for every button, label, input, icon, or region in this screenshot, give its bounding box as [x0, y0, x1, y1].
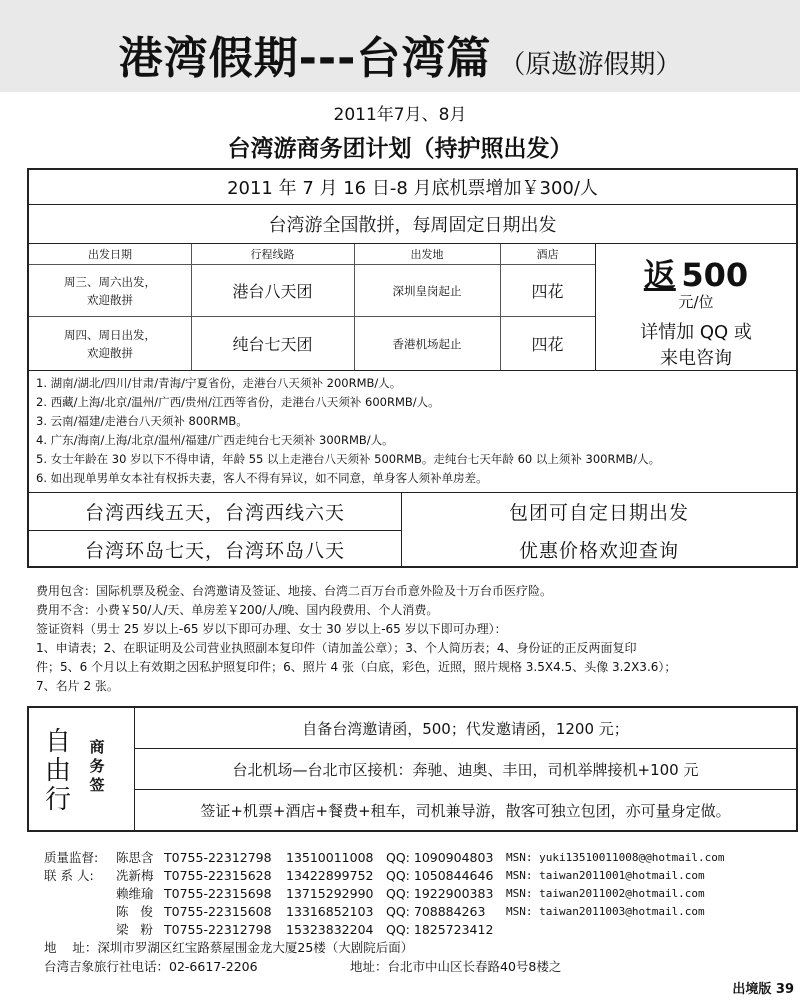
th-hotel: 酒店 — [536, 248, 559, 261]
free-travel-item-2: 台北机场—台北市区接机：奔驰、迪奥、丰田，司机举牌接机+100 元 — [232, 760, 699, 779]
route-left-1: 台湾西线五天，台湾西线六天 — [84, 501, 345, 524]
route-right-2: 优惠价格欢迎查询 — [518, 539, 679, 562]
travel-date: 2011年7月、8月 — [333, 105, 467, 125]
visa-docs-3: 7、名片 2 张。 — [36, 679, 119, 693]
page-subtitle: （原遨游假期） — [499, 50, 682, 80]
free-travel-item-1: 自备台湾邀请函，500；代发邀请函，1200 元； — [302, 719, 629, 738]
table-row-1-date: 周三、周六出发， 欢迎散拼 — [64, 274, 156, 307]
table-row-1-origin: 深圳皇岗起止 — [392, 283, 462, 298]
rebate-amount: 返 500 — [643, 256, 749, 294]
free-travel-label: 自 由 行 商 务 签 — [44, 727, 105, 815]
rebate-detail-1: 详情加 QQ 或 — [640, 322, 752, 343]
list-item: 4. 广东/海南/上海/北京/温州/福建/广西走纯台七天须补 300RMB/人。 — [36, 433, 394, 447]
list-item: 1. 湖南/湖北/四川/甘肃/青海/宁夏省份，走港台八天须补 200RMB/人。 — [36, 376, 402, 390]
th-origin: 出发地 — [410, 248, 444, 261]
rebate-detail-2: 来电咨询 — [660, 348, 732, 369]
table-row-2-date: 周四、周日出发， 欢迎散拼 — [64, 327, 156, 360]
visa-docs-2: 件；5、6 个月以上有效期之因私护照复印件；6、照片 4 张（白底，彩色，近照，照片规格 3.5X4.5、头像 3.2X3.6）； — [36, 660, 677, 674]
weekly-banner: 台湾游全国散拼，每周固定日期出发 — [268, 215, 557, 236]
fee-excluded: 费用不含：小费￥50/人/天、单房差￥200/人/晚、国内段费用、个人消费。 — [36, 603, 439, 617]
schedule-table — [29, 244, 595, 370]
surcharge-notes — [36, 374, 796, 488]
th-date: 出发日期 — [88, 248, 132, 261]
rebate-unit: 元/位 — [678, 293, 714, 311]
visa-requirements: 签证资料（男士 25 岁以上-65 岁以下即可办理、女士 30 岁以上-65 岁以下即可办理）： — [36, 622, 507, 636]
table-row-2-origin: 香港机场起止 — [392, 336, 462, 351]
table-row-1-route: 港台八天团 — [232, 282, 313, 301]
taiwan-agency-address: 地址：台北市中山区长春路40号8楼之 — [350, 959, 562, 974]
quality-label: 质量监督: — [44, 850, 99, 865]
contact-label: 联 系 人: — [44, 868, 94, 883]
price-notice: 2011 年 7 月 16 日-8 月底机票增加￥300/人 — [227, 177, 598, 199]
page-footer — [732, 978, 794, 997]
free-travel-item-3: 签证+机票+酒店+餐费+租车，司机兼导游，散客可独立包团，亦可量身定做。 — [200, 801, 731, 820]
visa-docs-1: 1、申请表；2、在职证明及公司营业执照副本复印件（请加盖公章）；3、个人简历表；4、身份证的正反两面复印 — [36, 641, 637, 655]
table-row-2-hotel: 四花 — [531, 335, 564, 354]
page-title — [0, 22, 800, 86]
taiwan-agency-tel: 台湾吉象旅行社电话：02-6617-2206 — [44, 959, 258, 974]
office-address: 地 址：深圳市罗湖区红宝路蔡屋围金龙大厦25楼（大剧院后面） — [44, 940, 414, 955]
list-item: 2. 西藏/上海/北京/温州/广西/贵州/江西等省份，走港台八天须补 600RMB/人。 — [36, 395, 440, 409]
rebate-promo — [596, 244, 796, 370]
contact-labels — [44, 849, 98, 885]
fee-info — [36, 582, 786, 696]
section-name: 出境版 — [732, 982, 772, 997]
list-item: 6. 如出现单男单女本社有权拆夫妻，客人不得有异议，如不同意，单身客人须补单房差。 — [36, 471, 488, 485]
page-number: 39 — [775, 982, 794, 997]
table-row-1-hotel: 四花 — [531, 282, 564, 301]
th-route: 行程线路 — [250, 248, 295, 261]
fee-included: 费用包含：国际机票及税金、台湾邀请及签证、地接、台湾二百万台币意外险及十万台币医疗险。 — [36, 584, 553, 598]
plan-title: 台湾游商务团计划（持护照出发） — [227, 136, 573, 162]
list-item: 5. 女士年龄在 30 岁以下不得申请，年龄 55 以上走港台八天须补 500RMB。走纯台七天年龄 60 以上须补 300RMB/人。 — [36, 452, 661, 466]
page-title-main: 港湾假期---台湾篇 — [118, 33, 492, 84]
table-row-2-route: 纯台七天团 — [232, 335, 313, 354]
route-left-2: 台湾环岛七天，台湾环岛八天 — [84, 539, 345, 562]
list-item: 3. 云南/福建/走港台八天须补 800RMB。 — [36, 414, 248, 428]
route-right-1: 包团可自定日期出发 — [508, 501, 689, 524]
